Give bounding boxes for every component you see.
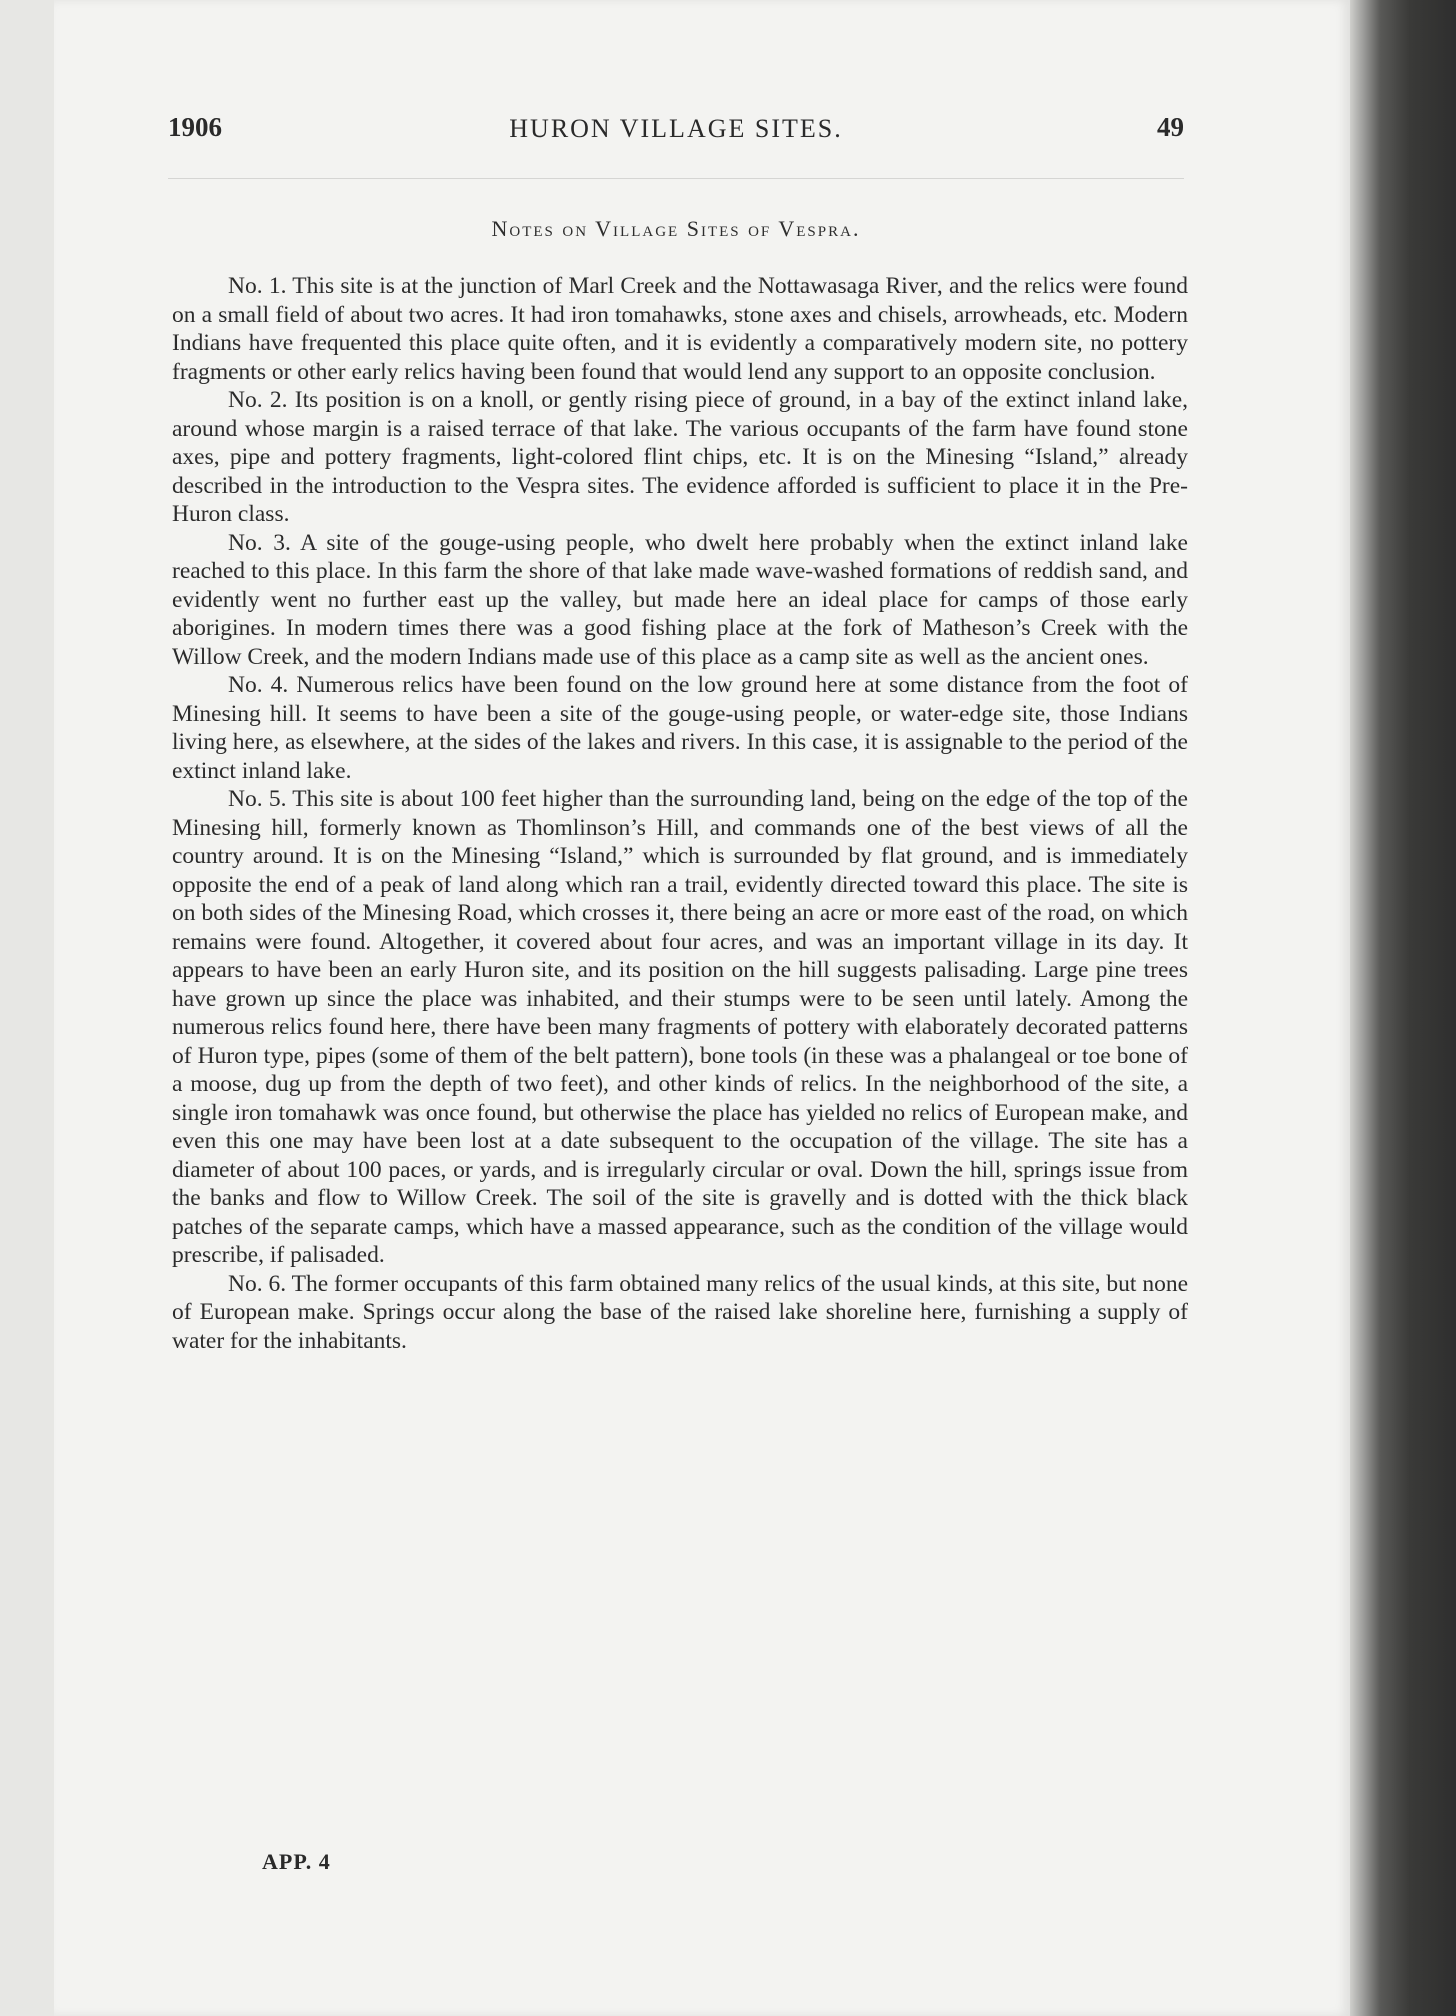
- paragraph-site-5: No. 5. This site is about 100 feet higher than the surrounding land, being on the edge of the top of the Minesing hill, formerly known as Thomlinson’s Hill, and commands one of the best views of all the country around. It is on the Minesing “Island,” which is surrounded by flat ground, and is immediately opposite the end of a peak of land along which ran a trail, evidently directed toward this place. The site is on both sides of the Minesing Road, which crosses it, there being an acre or more east of the road, on which remains were found. Altogether, it covered about four acres, and was an important village in its day. It appears to have been an early Huron site, and its position on the hill suggests palisading. Large pine trees have grown up since the place was inhabited, and their stumps were to be seen until lately. Among the numerous relics found here, there have been many fragments of pottery with elaborately decorated patterns of Huron type, pipes (some of them of the belt pattern), bone tools (in these was a phalangeal or toe bone of a moose, dug up from the depth of two feet), and other kinds of relics. In the neighborhood of the site, a single iron tomahawk was once found, but otherwise the place has yielded no relics of European make, and even this one may have been lost at a date subsequent to the occupation of the village. The site has a diameter of about 100 paces, or yards, and is irregularly circular or oval. Down the hill, springs issue from the banks and flow to Willow Creek. The soil of the site is gravelly and is dotted with the thick black patches of the separate camps, which have a massed appearance, such as the condition of the village would prescribe, if palisaded.: [172, 786, 1188, 1268]
- section-heading: Notes on Village Sites of Vespra.: [491, 216, 861, 241]
- header-year: 1906: [168, 112, 222, 142]
- paragraph-site-3: No. 3. A site of the gouge-using people, who dwelt here probably when the extinct inland lake reached to this place. In this farm the shore of that lake made wave-washed formations of reddish sand, and evidently went no further east up the valley, but made here an ideal place for camps of those early aborigines. In modern times there was a good fishing place at the fork of Matheson’s Creek with the Willow Creek, and the modern Indians made use of this place as a camp site as well as the ancient ones.: [172, 529, 1188, 670]
- header-title: HURON VILLAGE SITES.: [509, 114, 843, 143]
- paragraph-site-2: No. 2. Its position is on a knoll, or gently rising piece of ground, in a bay of the extinct inland lake, around whose margin is a raised terrace of that lake. The various occupants of the farm have found stone axes, pipe and pottery fragments, light-colored flint chips, etc. It is on the Minesing “Island,” already described in the introduction to the Vespra sites. The evidence afforded is sufficient to place it in the Pre-Huron class.: [172, 387, 1188, 527]
- article-body: [172, 272, 1188, 1355]
- header-rule: [168, 178, 1184, 179]
- page-number: 49: [1157, 112, 1184, 142]
- paragraph-site-1: No. 1. This site is at the junction of Marl Creek and the Nottawasaga River, and the relics were found on a small field of about two acres. It had iron tomahawks, stone axes and chisels, arrowheads, etc. Modern Indians have frequented this place quite often, and it is evidently a comparatively modern site, no pottery fragments or other early relics having been found that would lend any support to an opposite conclusion.: [172, 273, 1188, 385]
- book-spine-edge: [1350, 0, 1456, 2016]
- paragraph-site-6: No. 6. The former occupants of this farm obtained many relics of the usual kinds, at this site, but none of European make. Springs occur along the base of the raised lake shoreline here, furnishing a supply of water for the inhabitants.: [172, 1270, 1188, 1354]
- paragraph-site-4: No. 4. Numerous relics have been found on the low ground here at some distance from the foot of Minesing hill. It seems to have been a site of the gouge-using people, or water-edge site, those Indians living here, as elsewhere, at the sides of the lakes and rivers. In this case, it is assignable to the period of the extinct inland lake.: [172, 672, 1188, 784]
- running-header: [168, 112, 1184, 152]
- printer-signature-mark: APP. 4: [262, 1849, 331, 1874]
